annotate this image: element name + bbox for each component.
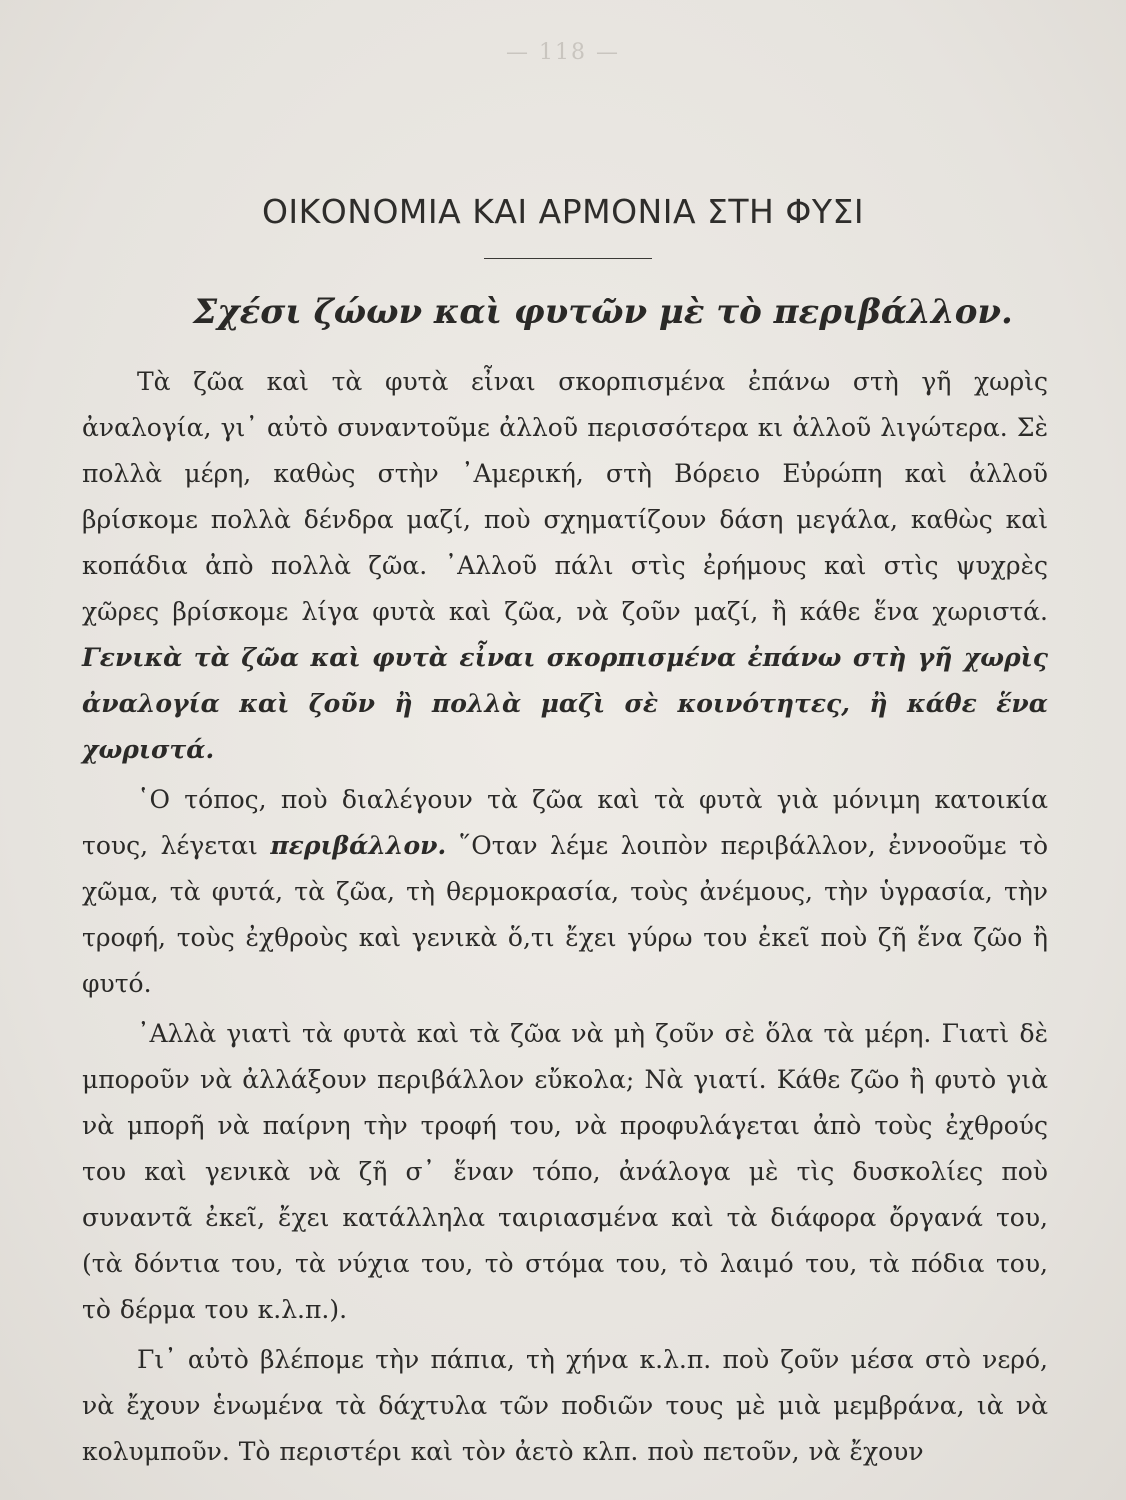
body-text [82, 359, 1048, 1475]
paragraph-2-emphasis: περιβάλλον. [270, 831, 447, 860]
paragraph-2 [82, 777, 1048, 1007]
chapter-title: ΟΙΚΟΝΟΜΙΑ ΚΑΙ ΑΡΜΟΝΙΑ ΣΤΗ ΦΥΣΙ [261, 192, 865, 231]
section-title: Σχέσι ζώων καὶ φυτῶν μὲ τὸ περιβάλλον. [193, 292, 1013, 332]
paragraph-4-text: Γι᾿ αὐτὸ βλέπομε τὴν πάπια, τὴ χήνα κ.λ.π. ποὺ ζοῦν μέσα στὸ νερό, νὰ ἔχουν ἑνωμένα τὰ δάχτυλα τῶν ποδιῶν τους μὲ μιὰ μεμβράνα, ιὰ νὰ κολυμποῦν. Τὸ περιστέρι καὶ τὸν ἀετὸ κλπ. ποὺ πετοῦν, νὰ ἔχουν [82, 1345, 1048, 1466]
paragraph-1-text: Τὰ ζῶα καὶ τὰ φυτὰ εἶναι σκορπισμένα ἐπάνω στὴ γῆ χωρὶς ἀναλογία, γι᾿ αὐτὸ συναντοῦμε ἀλλοῦ περισσότερα κι ἀλλοῦ λιγώτερα. Σὲ πολλὰ μέρη, καθὼς στὴν ᾿Αμερική, στὴ Βόρειο Εὐρώπη καὶ ἀλλοῦ βρίσκομε πολλὰ δένδρα μαζί, ποὺ σχηματίζουν δάση μεγάλα, καθὼς καὶ κοπάδια ἀπὸ πολλὰ ζῶα. ᾿Αλλοῦ πάλι στὶς ἐρήμους καὶ στὶς ψυχρὲς χῶρες βρίσκομε λίγα φυτὰ καὶ ζῶα, νὰ ζοῦν μαζί, ἢ κάθε ἕνα χωριστά. [82, 367, 1048, 626]
page-number: — 118 — [506, 40, 620, 65]
paragraph-4 [82, 1337, 1048, 1475]
paragraph-2-after: ῞Οταν λέμε λοιπὸν περιβάλλον, ἐννοοῦμε τὸ χῶμα, τὰ φυτά, τὰ ζῶα, τὴ θερμοκρασία, τοὺς ἀνέμους, τὴν ὑγρασία, τὴν τροφή, τοὺς ἐχθροὺς καὶ γενικὰ ὅ,τι ἔχει γύρω του ἐκεῖ ποὺ ζῆ ἕνα ζῶο ἢ φυτό. [82, 831, 1048, 998]
paragraph-2-before: ῾Ο τόπος, ποὺ διαλέγουν τὰ ζῶα καὶ τὰ φυτὰ γιὰ μόνιμη κατοικία τους, λέγεται [82, 785, 1048, 860]
paragraph-1-emphasis: Γενικὰ τὰ ζῶα καὶ φυτὰ εἶναι σκορπισμένα ἐπάνω στὴ γῆ χωρὶς ἀναλογία καὶ ζοῦν ἢ πολλὰ μαζὶ σὲ κοινότητες, ἢ κάθε ἕνα χωριστά. [82, 643, 1048, 764]
paragraph-1 [82, 359, 1048, 773]
title-underline [484, 258, 652, 259]
paragraph-3 [82, 1011, 1048, 1333]
paragraph-3-text: ᾿Αλλὰ γιατὶ τὰ φυτὰ καὶ τὰ ζῶα νὰ μὴ ζοῦν σὲ ὅλα τὰ μέρη. Γιατὶ δὲ μποροῦν νὰ ἀλλάξουν περιβάλλον εὔκολα; Νὰ γιατί. Κάθε ζῶο ἢ φυτὸ γιὰ νὰ μπορῆ νὰ παίρνη τὴν τροφή του, νὰ προφυλάγεται ἀπὸ τοὺς ἐχθρούς του καὶ γενικὰ νὰ ζῆ σ᾿ ἕναν τόπο, ἀνάλογα μὲ τὶς δυσκολίες ποὺ συναντᾶ ἐκεῖ, ἔχει κατάλληλα ταιριασμένα καὶ τὰ διάφορα ὄργανά του, (τὰ δόντια του, τὰ νύχια του, τὸ στόμα του, τὸ λαιμό του, τὰ πόδια του, τὸ δέρμα του κ.λ.π.). [82, 1019, 1048, 1324]
